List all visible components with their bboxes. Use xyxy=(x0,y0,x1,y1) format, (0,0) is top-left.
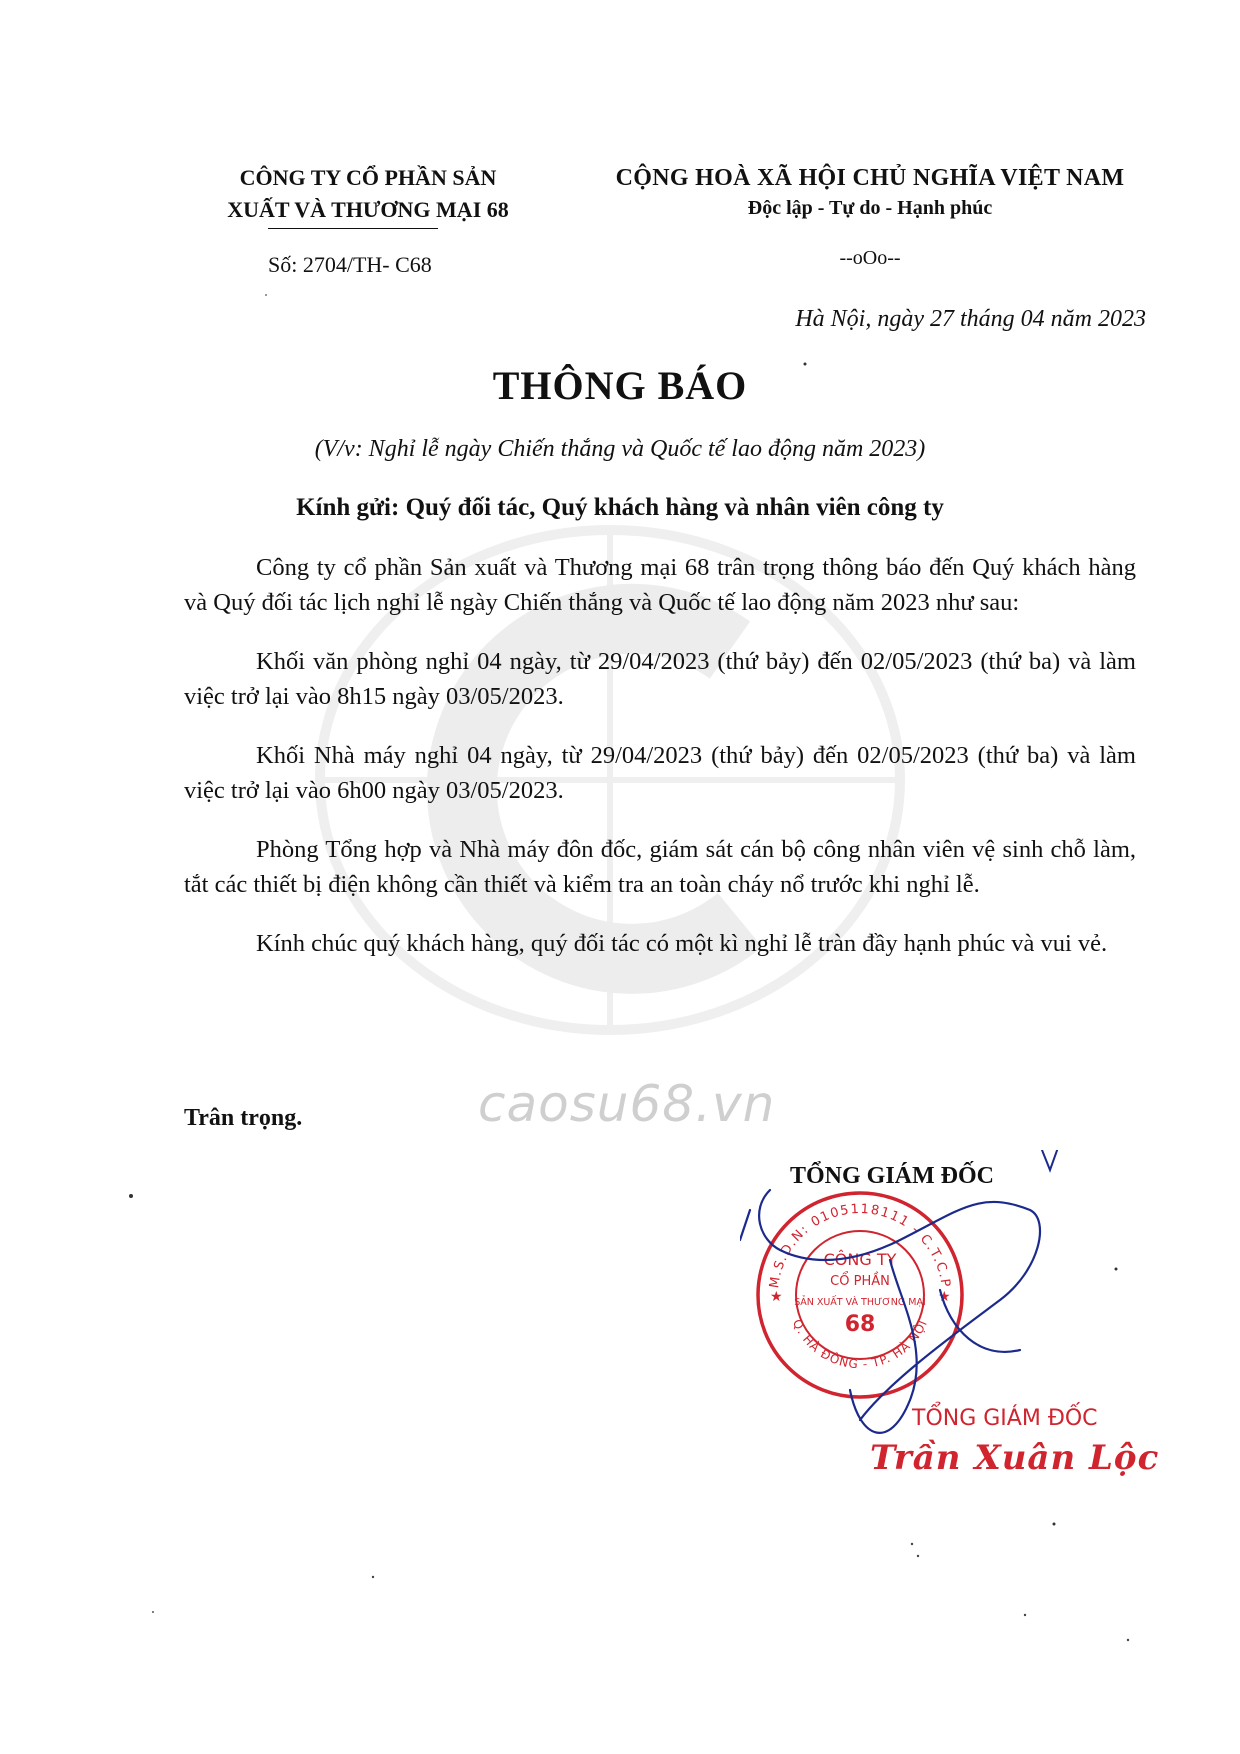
paragraph: Khối Nhà máy nghỉ 04 ngày, từ 29/04/2023 (thứ bảy) đến 02/05/2023 (thứ ba) và làm việc trở lại vào 6h00 ngày 03/05/2023. xyxy=(184,742,1136,804)
closing-text: Trân trọng. xyxy=(184,1105,303,1131)
subject-line: (V/v: Nghỉ lễ ngày Chiến thắng và Quốc tế lao động năm 2023) xyxy=(314,436,926,462)
seal-signer-name: Trần Xuân Lộc xyxy=(870,1438,1160,1478)
national-motto: Độc lập - Tự do - Hạnh phúc xyxy=(747,197,993,219)
seal-signer-position: TỔNG GIÁM ĐỐC xyxy=(912,1406,1098,1431)
document-number: Số: 2704/TH- C68 xyxy=(268,252,432,277)
header-underline xyxy=(268,228,438,229)
svg-text:★: ★ xyxy=(938,1289,951,1305)
paragraph: Phòng Tổng hợp và Nhà máy đôn đốc, giám sát cán bộ công nhân viên vệ sinh chỗ làm, tắt các thiết bị điện không cần thiết và kiểm tra an toàn cháy nổ trước khi nghỉ lễ. xyxy=(184,836,1136,898)
document-body xyxy=(184,550,1136,985)
company-name-line2: XUẤT VÀ THƯƠNG MẠI 68 xyxy=(227,197,509,222)
greeting: Kính gửi: Quý đối tác, Quý khách hàng và nhân viên công ty xyxy=(296,494,944,521)
svg-text:★: ★ xyxy=(770,1289,783,1305)
nation-title: CỘNG HOÀ XÃ HỘI CHỦ NGHĨA VIỆT NAM xyxy=(615,165,1125,191)
page-title: THÔNG BÁO xyxy=(492,363,748,408)
paragraph: Kính chúc quý khách hàng, quý đối tác có một kì nghỉ lễ tràn đầy hạnh phúc và vui vẻ. xyxy=(256,930,1108,957)
svg-text:M.S.D.N: 0105118111 - C.T.C.P: M.S.D.N: 0105118111 - C.T.C.P xyxy=(767,1201,953,1290)
paragraph: Khối văn phòng nghỉ 04 ngày, từ 29/04/2023 (thứ bảy) đến 02/05/2023 (thứ ba) và làm việc trở lại vào 8h15 ngày 03/05/2023. xyxy=(184,648,1136,710)
svg-text:CỔ PHẦN: CỔ PHẦN xyxy=(830,1274,890,1289)
date-line: Hà Nội, ngày 27 tháng 04 năm 2023 xyxy=(795,306,1146,332)
company-header xyxy=(188,162,548,226)
watermark-text: caosu68.vn xyxy=(478,1075,776,1133)
header-separator: --oOo-- xyxy=(839,247,901,269)
svg-text:Q. HÀ ĐÔNG - TP. HÀ NỘI: Q. HÀ ĐÔNG - TP. HÀ NỘI xyxy=(789,1317,931,1372)
handwritten-signature xyxy=(740,1150,1070,1450)
national-header xyxy=(590,162,1150,272)
svg-text:68: 68 xyxy=(844,1312,876,1337)
svg-text:SẢN XUẤT VÀ THƯƠNG MẠI: SẢN XUẤT VÀ THƯƠNG MẠI xyxy=(794,1297,926,1308)
company-name-line1: CÔNG TY CỔ PHẦN SẢN xyxy=(239,165,497,190)
signature-title: TỔNG GIÁM ĐỐC xyxy=(790,1163,994,1189)
paragraph: Công ty cổ phần Sản xuất và Thương mại 68 trân trọng thông báo đến Quý khách hàng và Quý đối tác lịch nghỉ lễ ngày Chiến thắng và Quốc tế lao động năm 2023 như sau: xyxy=(184,554,1136,616)
svg-text:CÔNG TY: CÔNG TY xyxy=(823,1250,897,1269)
